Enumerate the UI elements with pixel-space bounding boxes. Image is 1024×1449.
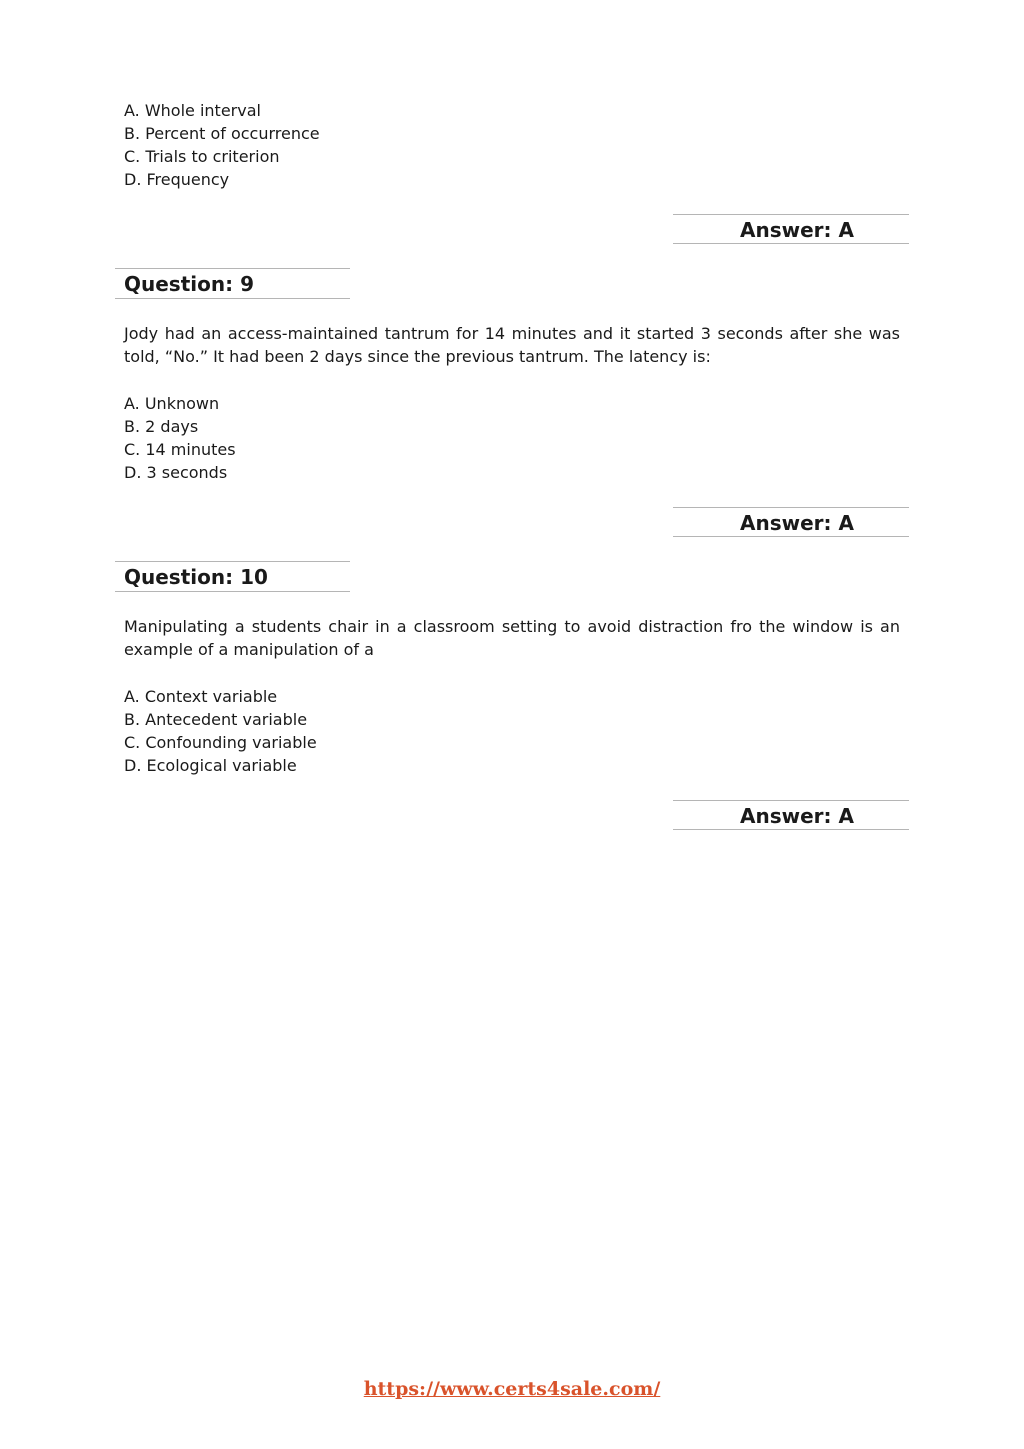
question-text: Jody had an access-maintained tantrum for 14 minutes and it started 3 seconds after she was told, “No.” It had been 2 days since the previous tantrum. The latency is: [124, 324, 900, 366]
answer-label: Answer: A [740, 804, 854, 828]
option-a: A. Context variable [124, 687, 278, 706]
question-title: Question: 10 [124, 565, 268, 589]
option-a: A. Unknown [124, 394, 220, 413]
option-c: C. Confounding variable [124, 733, 317, 752]
question-title: Question: 9 [124, 272, 254, 296]
option-d: D. Frequency [124, 170, 230, 189]
question-header [115, 268, 350, 299]
answer-box [673, 507, 909, 537]
option-d: D. Ecological variable [124, 756, 297, 775]
option-b: B. Percent of occurrence [124, 124, 320, 143]
option-c: C. 14 minutes [124, 440, 236, 459]
question-header [115, 561, 350, 592]
answer-box [673, 800, 909, 830]
option-c: C. Trials to criterion [124, 147, 280, 166]
answer-label: Answer: A [740, 218, 854, 242]
option-a: A. Whole interval [124, 101, 261, 120]
answer-label: Answer: A [740, 511, 854, 535]
option-b: B. Antecedent variable [124, 710, 308, 729]
answer-box [673, 214, 909, 244]
question-text: Manipulating a students chair in a classroom setting to avoid distraction fro the window is an example of a manipulation of a [124, 617, 900, 659]
option-d: D. 3 seconds [124, 463, 228, 482]
footer-link[interactable]: https://www.certs4sale.com/ [363, 1378, 661, 1400]
option-b: B. 2 days [124, 417, 199, 436]
